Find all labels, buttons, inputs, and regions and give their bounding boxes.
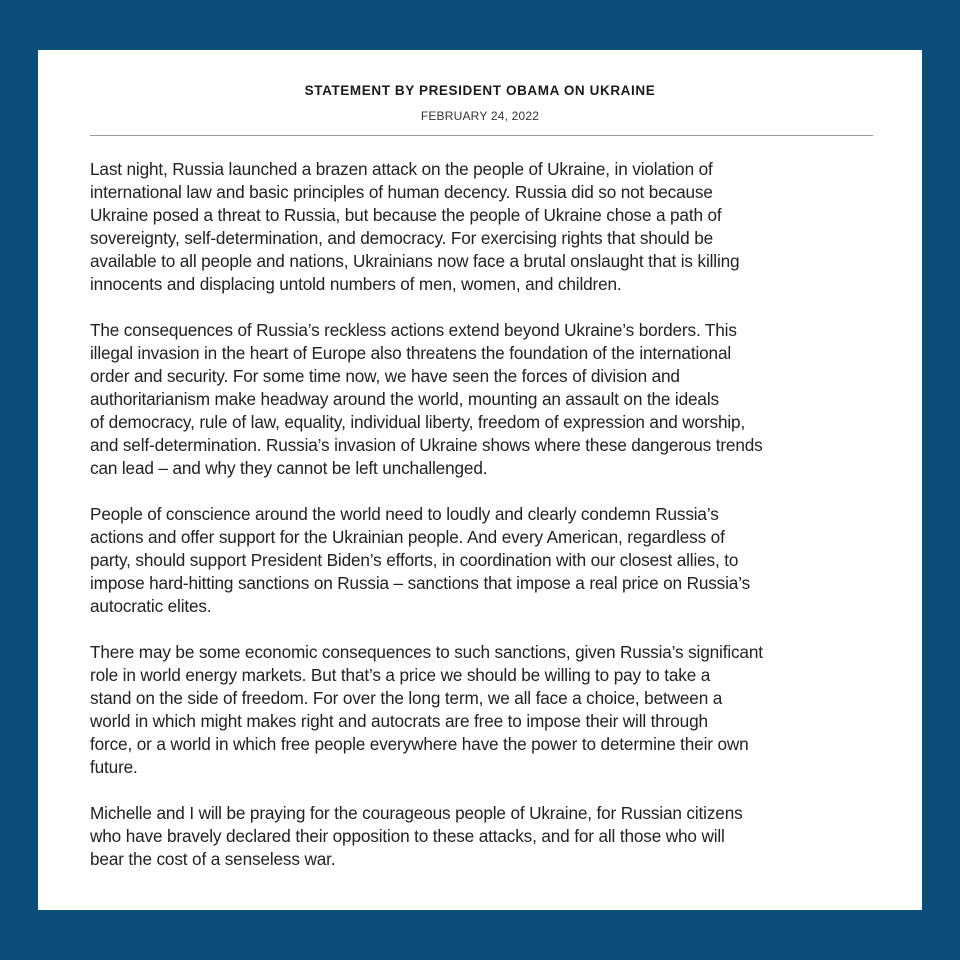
text-line: and self-determination. Russia’s invasion of Ukraine shows where these dangerous trends bbox=[90, 435, 763, 455]
text-line: People of conscience around the world need to loudly and clearly condemn Russia’s bbox=[90, 504, 719, 524]
paragraph-4 bbox=[90, 641, 890, 779]
text-line: future. bbox=[90, 757, 138, 777]
paragraph-1 bbox=[90, 158, 890, 296]
text-line: stand on the side of freedom. For over the long term, we all face a choice, between a bbox=[90, 688, 723, 708]
text-line: of democracy, rule of law, equality, individual liberty, freedom of expression and worship, bbox=[90, 412, 746, 432]
text-line: Last night, Russia launched a brazen attack on the people of Ukraine, in violation of bbox=[90, 159, 713, 179]
text-line: The consequences of Russia’s reckless actions extend beyond Ukraine’s borders. This bbox=[90, 320, 737, 340]
text-line: who have bravely declared their opposition to these attacks, and for all those who will bbox=[90, 826, 725, 846]
text-line: bear the cost of a senseless war. bbox=[90, 849, 336, 869]
text-line: Ukraine posed a threat to Russia, but because the people of Ukraine chose a path of bbox=[90, 205, 722, 225]
text-line: impose hard-hitting sanctions on Russia – sanctions that impose a real price on Russia’s bbox=[90, 573, 751, 593]
paragraph-3 bbox=[90, 503, 890, 618]
paragraph-2 bbox=[90, 319, 890, 480]
statement-title: STATEMENT BY PRESIDENT OBAMA ON UKRAINE bbox=[304, 83, 656, 98]
text-line: innocents and displacing untold numbers of men, women, and children. bbox=[90, 274, 622, 294]
text-line: There may be some economic consequences to such sanctions, given Russia’s significant bbox=[90, 642, 763, 662]
statement-date: FEBRUARY 24, 2022 bbox=[420, 109, 540, 123]
statement-panel bbox=[38, 50, 922, 910]
text-line: international law and basic principles of human decency. Russia did so not because bbox=[90, 182, 713, 202]
text-line: authoritarianism make headway around the world, mounting an assault on the ideals bbox=[90, 389, 719, 409]
text-line: party, should support President Biden’s efforts, in coordination with our closest allies, to bbox=[90, 550, 739, 570]
header-divider bbox=[90, 135, 873, 136]
text-line: world in which might makes right and autocrats are free to impose their will through bbox=[90, 711, 708, 731]
text-line: can lead – and why they cannot be left unchallenged. bbox=[90, 458, 488, 478]
text-line: actions and offer support for the Ukrainian people. And every American, regardless of bbox=[90, 527, 725, 547]
text-line: available to all people and nations, Ukrainians now face a brutal onslaught that is killing bbox=[90, 251, 740, 271]
text-line: Michelle and I will be praying for the courageous people of Ukraine, for Russian citizens bbox=[90, 803, 743, 823]
text-line: sovereignty, self-determination, and democracy. For exercising rights that should be bbox=[90, 228, 714, 248]
statement-body bbox=[90, 158, 890, 894]
text-line: role in world energy markets. But that’s a price we should be willing to pay to take a bbox=[90, 665, 711, 685]
text-line: illegal invasion in the heart of Europe also threatens the foundation of the international bbox=[90, 343, 732, 363]
text-line: autocratic elites. bbox=[90, 596, 212, 616]
paragraph-5 bbox=[90, 802, 890, 871]
text-line: order and security. For some time now, we have seen the forces of division and bbox=[90, 366, 680, 386]
text-line: force, or a world in which free people everywhere have the power to determine their own bbox=[90, 734, 749, 754]
